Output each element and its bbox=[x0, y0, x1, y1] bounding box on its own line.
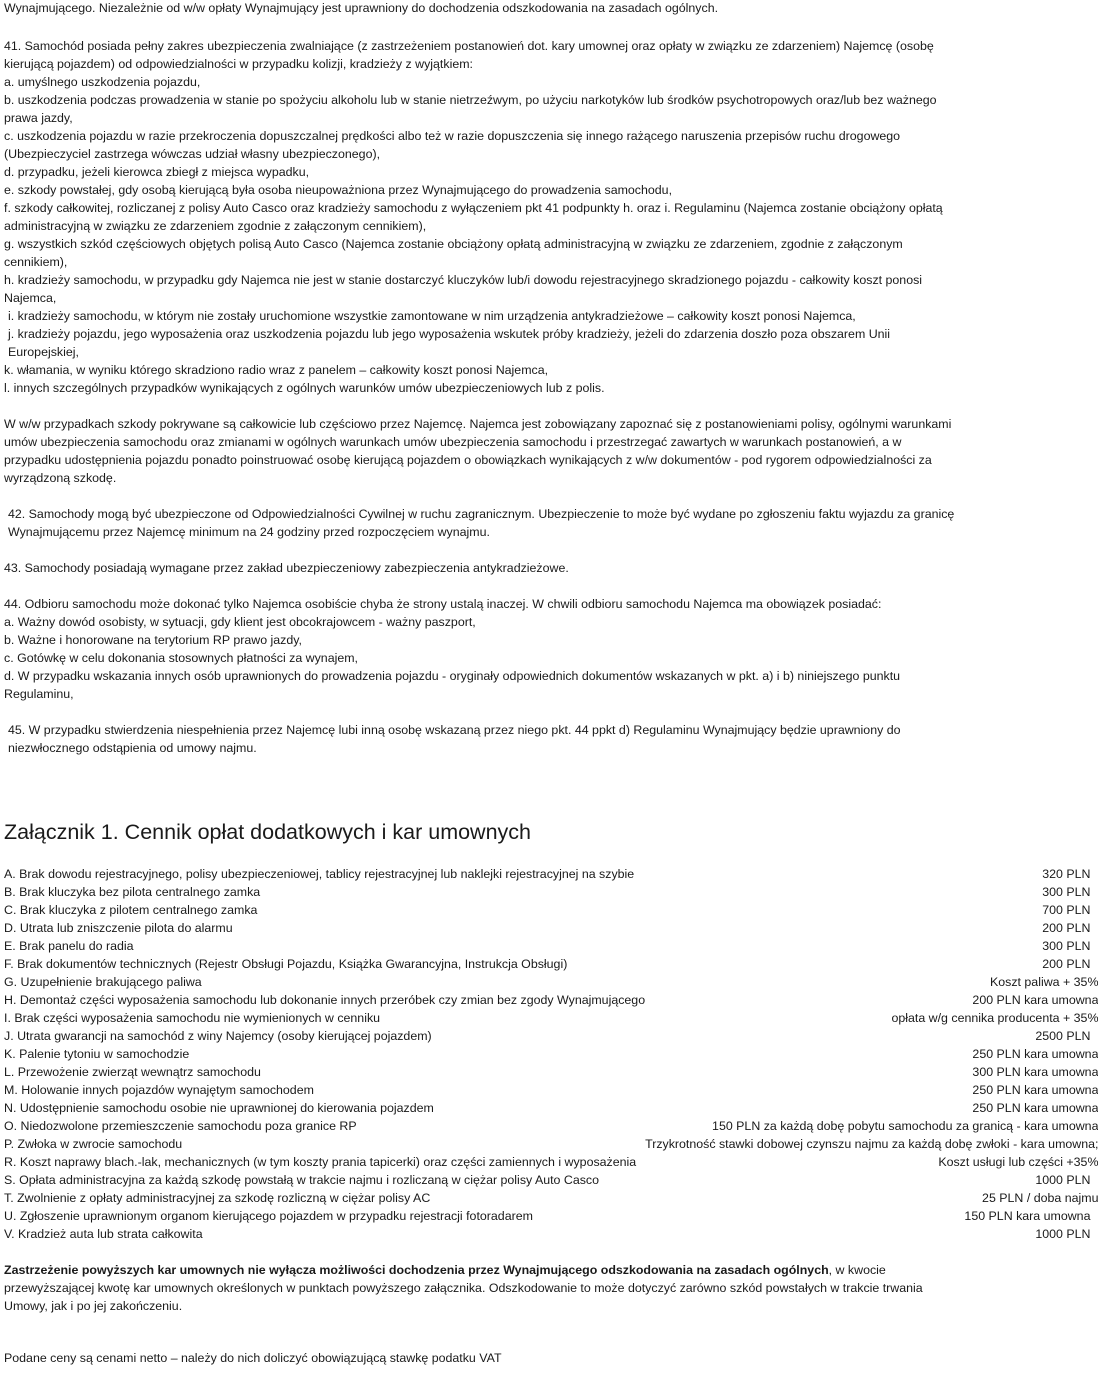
list-item: k. włamania, w wyniku którego skradziono radio wraz z panelem – całkowity koszt ponosi Najemca, bbox=[4, 363, 549, 377]
table-row bbox=[4, 937, 1098, 955]
table-row bbox=[4, 991, 1098, 1009]
fee-amount: 200 PLN kara umowna bbox=[972, 993, 1098, 1007]
fee-amount: 300 PLN bbox=[1042, 939, 1091, 953]
table-row bbox=[4, 1009, 1098, 1027]
table-row bbox=[4, 901, 1098, 919]
table-row bbox=[4, 883, 1098, 901]
fee-amount: 200 PLN bbox=[1042, 957, 1091, 971]
list-item: c. Gotówkę w celu dokonania stosownych płatności za wynajem, bbox=[4, 651, 358, 665]
fee-label: N. Udostępnienie samochodu osobie nie uprawnionej do kierowania pojazdem bbox=[4, 1101, 434, 1115]
fee-label: D. Utrata lub zniszczenie pilota do alarmu bbox=[4, 921, 233, 935]
fee-label: O. Niedozwolone przemieszczenie samochodu poza granice RP bbox=[4, 1119, 357, 1133]
reservation-text: , w kwocie przewyższającej kwotę kar umownych określonych w punktach powyższego załącznika. Odszkodowanie to może dotyczyć zarówno szkód powstałych w trakcie trwania Umowy, jak i po jej zakończeniu. bbox=[4, 1263, 923, 1313]
fee-amount: 300 PLN bbox=[1042, 885, 1091, 899]
fee-amount: 320 PLN bbox=[1042, 867, 1091, 881]
paragraph-43: 43. Samochody posiadają wymagane przez zakład ubezpieczeniowy zabezpieczenia antykradzieżowe. bbox=[4, 561, 569, 575]
fee-label: R. Koszt naprawy blach.-lak, mechanicznych (w tym koszty prania tapicerki) oraz części zamiennych i wyposażenia bbox=[4, 1155, 637, 1169]
fee-amount: 25 PLN / doba najmu bbox=[982, 1191, 1098, 1205]
table-row bbox=[4, 955, 1098, 973]
fee-amount: Koszt paliwa + 35% bbox=[989, 975, 1098, 989]
fee-label: E. Brak panelu do radia bbox=[4, 939, 134, 953]
fee-label: G. Uzupełnienie brakującego paliwa bbox=[4, 975, 202, 989]
fee-amount: Koszt usługi lub części +35% bbox=[938, 1155, 1098, 1169]
section-44 bbox=[4, 595, 956, 703]
fee-label: T. Zwolnienie z opłaty administracyjnej za szkodę rozliczną w ciężar polisy AC bbox=[4, 1191, 431, 1205]
table-row bbox=[4, 1081, 1098, 1099]
reservation-paragraph bbox=[4, 1261, 956, 1315]
paragraph-40-end: Wynajmującego. Niezależnie od w/w opłaty Wynajmujący jest uprawniony do dochodzenia odszkodowania na zasadach ogólnych. bbox=[4, 1, 719, 15]
list-item: j. kradzieży pojazdu, jego wyposażenia oraz uszkodzenia pojazdu lub jego wyposażenia wskutek próby kradzieży, jeżeli do zdarzenia doszło poza obszarem Unii Europejskiej, bbox=[8, 327, 891, 359]
list-item: l. innych szczególnych przypadków wynikających z ogólnych warunków umów ubezpieczeniowych lub z polis. bbox=[4, 381, 605, 395]
fee-label: H. Demontaż części wyposażenia samochodu lub dokonanie innych przeróbek czy zmian bez zgody Wynajmującego bbox=[4, 993, 646, 1007]
list-item: d. W przypadku wskazania innych osób uprawnionych do prowadzenia pojazdu - oryginały odpowiednich dokumentów wskazanych w pkt. a) i b) niniejszego punktu Regulaminu, bbox=[4, 669, 901, 701]
fee-amount: 150 PLN kara umowna bbox=[964, 1209, 1091, 1223]
paragraph-45: 45. W przypadku stwierdzenia niespełnienia przez Najemcę lubi inną osobę wskazaną przez niego pkt. 44 ppkt d) Regulaminu Wynajmujący będzie uprawniony do niezwłocznego odstąpienia od umowy najmu. bbox=[8, 723, 901, 755]
list-41 bbox=[4, 73, 956, 397]
fee-label: C. Brak kluczyka z pilotem centralnego zamka bbox=[4, 903, 258, 917]
table-row bbox=[4, 1135, 1098, 1153]
list-item: g. wszystkich szkód częściowych objętych polisą Auto Casco (Najemca zostanie obciążony opłatą administracyjną w związku ze zdarzeniem, zgodnie z załączonym cennikiem), bbox=[4, 237, 903, 269]
table-row bbox=[4, 973, 1098, 991]
table-row bbox=[4, 1117, 1098, 1135]
fee-amount: 200 PLN bbox=[1042, 921, 1091, 935]
fee-label: F. Brak dokumentów technicznych (Rejestr Obsługi Pojazdu, Książka Gwarancyjna, Instrukcja Obsługi) bbox=[4, 957, 568, 971]
list-item: b. Ważne i honorowane na terytorium RP prawo jazdy, bbox=[4, 633, 302, 647]
reservation-bold-text: Zastrzeżenie powyższych kar umownych nie wyłącza możliwości dochodzenia przez Wynajmującego odszkodowania na zasadach ogólnych bbox=[4, 1263, 829, 1277]
fee-amount: 2500 PLN bbox=[1035, 1029, 1091, 1043]
fee-amount: 250 PLN kara umowna bbox=[972, 1047, 1098, 1061]
fee-label: S. Opłata administracyjna za każdą szkodę powstałą w trakcie najmu i rozliczaną w ciężar polisy Auto Casco bbox=[4, 1173, 600, 1187]
list-item: b. uszkodzenia podczas prowadzenia w stanie po spożyciu alkoholu lub w stanie nietrzeźwym, po użyciu narkotyków lub środków psychotropowych oraz/lub bez ważnego prawa jazdy, bbox=[4, 93, 937, 125]
vat-footnote: Podane ceny są cenami netto – należy do nich doliczyć obowiązującą stawkę podatku VAT bbox=[4, 1351, 502, 1365]
list-item: c. uszkodzenia pojazdu w razie przekroczenia dopuszczalnej prędkości albo też w razie dopuszczenia się innego rażącego naruszenia przepisów ruchu drogowego (Ubezpieczyciel zastrzega wówczas udział własny ubezpieczonego), bbox=[4, 129, 901, 161]
fee-amount: opłata w/g cennika producenta + 35% bbox=[891, 1011, 1098, 1025]
list-item: e. szkody powstałej, gdy osobą kierującą była osoba nieupoważniona przez Wynajmującego do prowadzenia samochodu, bbox=[4, 183, 673, 197]
fee-label: P. Zwłoka w zwrocie samochodu bbox=[4, 1137, 183, 1151]
table-row bbox=[4, 1099, 1098, 1117]
table-row bbox=[4, 1225, 1098, 1243]
fee-amount: 250 PLN kara umowna bbox=[972, 1083, 1098, 1097]
table-row bbox=[4, 1189, 1098, 1207]
fee-amount: 700 PLN bbox=[1042, 903, 1091, 917]
list-item: a. umyślnego uszkodzenia pojazdu, bbox=[4, 75, 201, 89]
fee-amount: 150 PLN za każdą dobę pobytu samochodu za granicą - kara umowna bbox=[712, 1119, 1098, 1133]
table-row bbox=[4, 1027, 1098, 1045]
fee-label: A. Brak dowodu rejestracyjnego, polisy ubezpieczeniowej, tablicy rejestracyjnej lub naklejki rejestracyjnej na szybie bbox=[4, 867, 635, 881]
table-row bbox=[4, 1153, 1098, 1171]
table-row bbox=[4, 1045, 1098, 1063]
fee-amount: 1000 PLN bbox=[1035, 1173, 1091, 1187]
list-item: f. szkody całkowitej, rozliczanej z polisy Auto Casco oraz kradzieży samochodu z wyłączeniem pkt 41 podpunkty h. oraz i. Regulaminu (Najemca zostanie obciążony opłatą administracyjną w związku ze zdarzeniem zgodnie z załączonym cennikiem), bbox=[4, 201, 943, 233]
fee-amount: 250 PLN kara umowna bbox=[972, 1101, 1098, 1115]
table-row bbox=[4, 919, 1098, 937]
fee-amount: 1000 PLN bbox=[1035, 1227, 1091, 1241]
annex-title: Załącznik 1. Cennik opłat dodatkowych i kar umownych bbox=[4, 820, 532, 844]
table-row bbox=[4, 1063, 1098, 1081]
paragraph-41-intro: 41. Samochód posiada pełny zakres ubezpieczenia zwalniające (z zastrzeżeniem postanowień dot. kary umownej oraz opłaty w związku ze zdarzeniem) Najemcę (osobę kierującą pojazdem) od odpowiedzialności w przypadku kolizji, kradzieży z wyjątkiem: bbox=[4, 39, 934, 71]
list-item: i. kradzieży samochodu, w którym nie zostały uruchomione wszystkie zamontowane w nim urządzenia antykradzieżowe – całkowity koszt ponosi Najemca, bbox=[8, 309, 856, 323]
fee-label: J. Utrata gwarancji na samochód z winy Najemcy (osoby kierującej pojazdem) bbox=[4, 1029, 432, 1043]
fee-label: B. Brak kluczyka bez pilota centralnego zamka bbox=[4, 885, 261, 899]
document-page bbox=[4, 0, 1098, 1367]
list-item: h. kradzieży samochodu, w przypadku gdy Najemca nie jest w stanie dostarczyć kluczyków lub/i dowodu rejestracyjnego skradzionego pojazdu - całkowity koszt ponosi Najemca, bbox=[4, 273, 923, 305]
fee-label: M. Holowanie innych pojazdów wynajętym samochodem bbox=[4, 1083, 314, 1097]
fee-label: I. Brak części wyposażenia samochodu nie wymienionych w cenniku bbox=[4, 1011, 381, 1025]
fee-label: V. Kradzież auta lub strata całkowita bbox=[4, 1227, 203, 1241]
section-41 bbox=[4, 37, 956, 487]
fee-label: L. Przewożenie zwierząt wewnątrz samochodu bbox=[4, 1065, 261, 1079]
list-item: a. Ważny dowód osobisty, w sytuacji, gdy klient jest obcokrajowcem - ważny paszport, bbox=[4, 615, 476, 629]
fee-label: K. Palenie tytoniu w samochodzie bbox=[4, 1047, 190, 1061]
fee-table bbox=[4, 865, 1098, 1243]
paragraph-41-outro: W w/w przypadkach szkody pokrywane są całkowicie lub częściowo przez Najemcę. Najemca jest zobowiązany zapoznać się z postanowieniami polisy, ogólnymi warunkami umów ubezpieczenia samochodu oraz zmianami w ogólnych warunkach umów ubezpieczenia samochodu i przestrzegać zawartych w warunkach postanowień, a w przypadku udostępnienia pojazdu ponadto poinstruować osobę kierującą pojazdem o obowiązkach wynikających z w/w dokumentów - pod rygorem odpowiedzialności za wyrządzoną szkodę. bbox=[4, 417, 952, 485]
table-row bbox=[4, 1171, 1098, 1189]
fee-label: U. Zgłoszenie uprawnionym organom kierującego pojazdem w przypadku rejestracji fotoradarem bbox=[4, 1209, 533, 1223]
paragraph-44-intro: 44. Odbioru samochodu może dokonać tylko Najemca osobiście chyba że strony ustalą inaczej. W chwili odbioru samochodu Najemca ma obowiązek posiadać: bbox=[4, 597, 882, 611]
list-item: d. przypadku, jeżeli kierowca zbiegł z miejsca wypadku, bbox=[4, 165, 310, 179]
paragraph-42: 42. Samochody mogą być ubezpieczone od Odpowiedzialności Cywilnej w ruchu zagranicznym. Ubezpieczenie to może być wydane po zgłoszeniu faktu wyjazdu za granicę Wynajmującemu przez Najemcę minimum na 24 godziny przed rozpoczęciem wynajmu. bbox=[8, 507, 955, 539]
fee-amount: 300 PLN kara umowna bbox=[972, 1065, 1098, 1079]
table-row bbox=[4, 1207, 1098, 1225]
fee-amount: Trzykrotność stawki dobowej czynszu najmu za każdą dobę zwłoki - kara umowna; bbox=[645, 1137, 1098, 1151]
table-row bbox=[4, 865, 1098, 883]
